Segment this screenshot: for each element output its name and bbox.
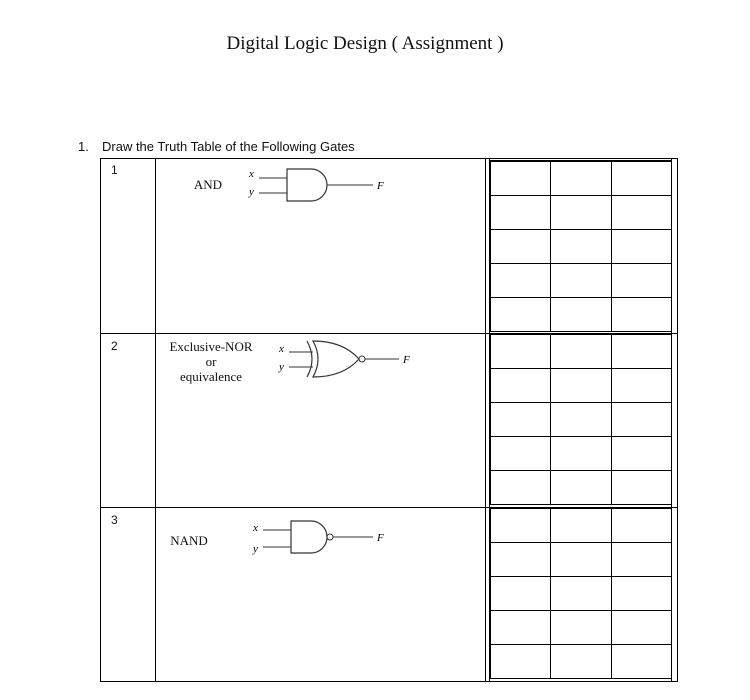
table-row: [491, 161, 672, 196]
document-title: Digital Logic Design ( Assignment ): [226, 33, 504, 54]
truth-table-cell[interactable]: [491, 161, 551, 196]
truth-table-cell[interactable]: [611, 577, 671, 611]
row-number-2: 2: [111, 339, 118, 353]
truth-table-and[interactable]: [490, 160, 672, 332]
truth-table-cell[interactable]: [491, 508, 551, 543]
truth-table-cell[interactable]: [611, 611, 671, 645]
truth-table-cell[interactable]: [491, 645, 551, 679]
table-row: [491, 471, 672, 505]
truth-table-cell[interactable]: [551, 196, 611, 230]
truth-table-cell[interactable]: [551, 437, 611, 471]
truth-table-xnor[interactable]: [490, 333, 672, 505]
nand-gate-icon: [247, 517, 397, 561]
truth-table-cell[interactable]: [611, 334, 671, 369]
gate-name-and: AND: [193, 177, 223, 192]
truth-table-cell[interactable]: [551, 230, 611, 264]
svg-text:y: y: [253, 543, 258, 555]
and-gate-icon: [241, 165, 391, 205]
truth-table-cell[interactable]: [551, 577, 611, 611]
svg-text:x: x: [249, 168, 254, 180]
svg-text:x: x: [279, 343, 284, 355]
truth-table-cell[interactable]: [551, 161, 611, 196]
truth-table-cell[interactable]: [611, 298, 671, 332]
truth-table-cell[interactable]: [491, 437, 551, 471]
row-number-1: 1: [111, 163, 118, 177]
question-number: 1.: [78, 139, 89, 154]
gate-name-nand: NAND: [170, 533, 208, 548]
table-row: [491, 508, 672, 543]
truth-table-cell[interactable]: [611, 264, 671, 298]
truth-table-cell[interactable]: [611, 645, 671, 679]
table-row: [491, 369, 672, 403]
svg-text:x: x: [253, 522, 258, 534]
table-row: [491, 437, 672, 471]
truth-table-cell[interactable]: [551, 543, 611, 577]
table-row: [491, 577, 672, 611]
truth-table-cell[interactable]: [611, 230, 671, 264]
row-number-3: 3: [111, 513, 118, 527]
truth-table-cell[interactable]: [551, 471, 611, 505]
truth-table-cell[interactable]: [611, 403, 671, 437]
truth-table-cell[interactable]: [491, 369, 551, 403]
truth-table-cell[interactable]: [551, 298, 611, 332]
svg-text:F: F: [403, 354, 410, 366]
col-divider-number: [155, 159, 156, 681]
svg-text:y: y: [279, 361, 284, 373]
table-row: [491, 230, 672, 264]
table-row: [491, 403, 672, 437]
col-divider-diagram: [485, 159, 486, 681]
truth-table-cell[interactable]: [611, 161, 671, 196]
truth-table-cell[interactable]: [611, 543, 671, 577]
truth-table-cell[interactable]: [611, 196, 671, 230]
table-row: [491, 543, 672, 577]
table-row: [491, 298, 672, 332]
svg-text:y: y: [249, 186, 254, 198]
truth-table-cell[interactable]: [491, 298, 551, 332]
truth-table-cell[interactable]: [551, 334, 611, 369]
svg-text:F: F: [377, 180, 384, 192]
truth-table-cell[interactable]: [611, 437, 671, 471]
question-1: [78, 139, 355, 154]
truth-table-cell[interactable]: [551, 645, 611, 679]
truth-table-cell[interactable]: [611, 369, 671, 403]
truth-table-cell[interactable]: [491, 196, 551, 230]
truth-table-cell[interactable]: [491, 403, 551, 437]
truth-table-cell[interactable]: [491, 577, 551, 611]
question-text: Draw the Truth Table of the Following Gates: [102, 139, 355, 154]
truth-table-cell[interactable]: [551, 611, 611, 645]
truth-table-cell[interactable]: [611, 471, 671, 505]
truth-table-cell[interactable]: [551, 403, 611, 437]
svg-text:F: F: [377, 532, 384, 544]
table-row: [491, 264, 672, 298]
truth-table-cell[interactable]: [491, 264, 551, 298]
truth-table-cell[interactable]: [551, 264, 611, 298]
truth-table-cell[interactable]: [551, 369, 611, 403]
truth-table-cell[interactable]: [611, 508, 671, 543]
gate-name-xnor: Exclusive-NOR or equivalence: [169, 339, 253, 384]
table-row: [491, 611, 672, 645]
table-row: [491, 645, 672, 679]
xnor-gate-icon: [273, 337, 423, 381]
truth-table-nand[interactable]: [490, 507, 672, 679]
table-row: [491, 196, 672, 230]
truth-table-cell[interactable]: [491, 334, 551, 369]
truth-table-cell[interactable]: [491, 611, 551, 645]
truth-table-cell[interactable]: [491, 543, 551, 577]
table-row: [491, 334, 672, 369]
truth-table-cell[interactable]: [491, 471, 551, 505]
truth-table-cell[interactable]: [491, 230, 551, 264]
truth-table-cell[interactable]: [551, 508, 611, 543]
